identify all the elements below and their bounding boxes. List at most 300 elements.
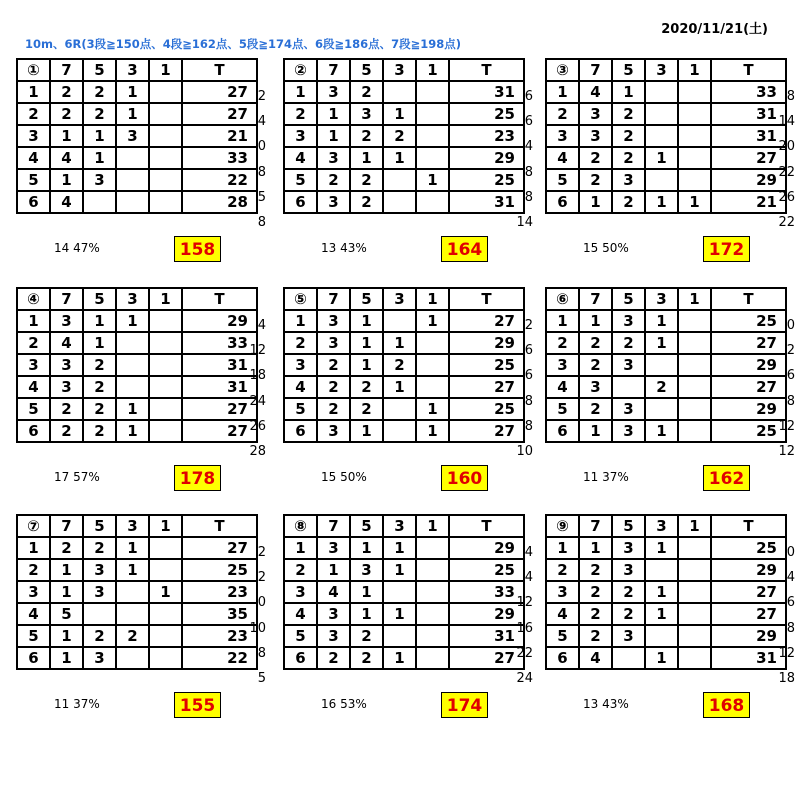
table-row [546,310,786,332]
score-cell: 2 [350,376,383,398]
header-cell: 5 [350,288,383,310]
total-score-badge: 164 [441,236,488,262]
score-cell [383,81,416,103]
score-cell: 1 [116,398,149,420]
row-number-cell: 1 [546,537,579,559]
row-number-cell: 6 [17,191,50,213]
score-cell: 4 [579,647,612,669]
side-value: 0 [786,318,795,333]
header-cell: T [182,59,257,81]
score-block-4 [16,287,266,502]
row-total-cell: 29 [711,559,786,581]
row-total-cell: 29 [449,537,524,559]
table-header-row [546,59,786,81]
score-cell: 1 [116,559,149,581]
table-row [17,191,257,213]
score-cell: 3 [317,603,350,625]
score-cell: 3 [612,420,645,442]
row-total-cell: 27 [711,376,786,398]
row-total-cell: 31 [449,81,524,103]
row-total-cell: 25 [182,559,257,581]
row-number-cell: 5 [17,169,50,191]
row-total-cell: 33 [182,147,257,169]
total-score-badge: 178 [174,465,221,491]
row-number-cell: 2 [546,559,579,581]
row-number-cell: 6 [546,191,579,213]
side-value: 6 [786,368,795,384]
hit-stat: 15 50% [321,470,367,484]
score-cell: 3 [350,559,383,581]
header-cell: 1 [416,59,449,81]
row-number-cell: 1 [17,537,50,559]
row-total-cell: 33 [711,81,786,103]
score-cell [645,125,678,147]
table-row [284,420,524,442]
row-total-cell: 29 [711,354,786,376]
score-cell [416,125,449,147]
score-cell: 2 [317,169,350,191]
score-cell: 1 [579,420,612,442]
row-number-cell: 1 [284,81,317,103]
score-cell [645,559,678,581]
header-cell: 3 [645,515,678,537]
score-cell: 1 [645,191,678,213]
row-number-cell: 5 [546,169,579,191]
score-cell: 2 [50,420,83,442]
score-cell: 3 [350,103,383,125]
row-number-cell: 3 [546,125,579,147]
table-header-row [17,59,257,81]
score-cell: 2 [83,81,116,103]
side-value: 8 [524,418,533,434]
score-block-9 [545,514,795,729]
score-cell: 1 [350,603,383,625]
row-number-cell: 4 [284,147,317,169]
score-cell [149,332,182,354]
table-row [546,537,786,559]
score-cell: 3 [612,559,645,581]
row-total-cell: 33 [182,332,257,354]
total-score-badge: 172 [703,236,750,262]
table-row [284,169,524,191]
score-cell [383,191,416,213]
score-table [16,287,258,443]
score-cell [383,398,416,420]
score-cell: 1 [383,376,416,398]
side-value: 28 [249,444,266,459]
score-table [16,514,258,670]
score-cell [678,332,711,354]
score-cell [149,103,182,125]
round-label: ⑤ [284,288,317,310]
row-number-cell: 1 [17,81,50,103]
row-number-cell: 2 [546,103,579,125]
score-table [545,287,787,443]
score-cell [416,81,449,103]
header-cell: 1 [678,515,711,537]
side-value: 5 [257,671,266,686]
score-cell: 3 [83,169,116,191]
score-cell: 1 [383,647,416,669]
score-cell: 1 [317,103,350,125]
row-total-cell: 25 [711,420,786,442]
side-value: 6 [786,595,795,611]
score-cell: 2 [317,647,350,669]
side-value: 6 [524,343,533,359]
score-cell [149,310,182,332]
side-value: 22 [778,164,795,180]
header-cell: 5 [350,515,383,537]
score-table [16,58,258,214]
score-cell: 1 [645,603,678,625]
header-cell: 3 [116,515,149,537]
row-total-cell: 25 [449,398,524,420]
score-cell: 2 [50,103,83,125]
score-cell [678,581,711,603]
score-block-7 [16,514,266,729]
score-cell: 2 [350,191,383,213]
hit-stat: 15 50% [583,241,629,255]
score-cell: 1 [579,537,612,559]
header-cell: 7 [579,59,612,81]
row-total-cell: 25 [711,537,786,559]
score-cell [383,625,416,647]
score-cell: 2 [579,354,612,376]
row-number-cell: 6 [17,420,50,442]
row-number-cell: 3 [284,581,317,603]
score-cell [678,647,711,669]
date-label: 2020/11/21(土) [661,22,768,37]
table-row [546,625,786,647]
score-cell: 2 [350,125,383,147]
table-row [17,603,257,625]
score-cell: 3 [317,81,350,103]
score-cell: 1 [50,169,83,191]
score-cell: 1 [50,625,83,647]
header-cell: 7 [317,288,350,310]
row-number-cell: 4 [17,147,50,169]
score-cell: 1 [50,647,83,669]
table-row [284,398,524,420]
row-number-cell: 6 [17,647,50,669]
score-cell: 4 [317,581,350,603]
score-cell: 2 [116,625,149,647]
score-cell [678,376,711,398]
score-cell: 2 [612,191,645,213]
table-row [284,376,524,398]
score-cell [383,420,416,442]
header-cell: 7 [317,59,350,81]
score-cell [612,376,645,398]
total-score-badge: 158 [174,236,221,262]
score-cell: 1 [116,310,149,332]
row-total-cell: 35 [182,603,257,625]
row-total-cell: 31 [182,354,257,376]
score-cell [416,647,449,669]
total-score-badge: 162 [703,465,750,491]
score-cell: 3 [50,310,83,332]
score-cell: 3 [83,647,116,669]
score-cell [678,169,711,191]
table-row [17,147,257,169]
row-total-cell: 29 [449,603,524,625]
side-value: 24 [249,393,266,409]
table-row [284,581,524,603]
row-total-cell: 31 [711,125,786,147]
row-total-cell: 22 [182,647,257,669]
score-cell [678,354,711,376]
header-cell: 3 [383,59,416,81]
score-cell: 3 [317,332,350,354]
score-cell: 1 [149,581,182,603]
score-cell: 3 [50,354,83,376]
score-cell: 1 [645,537,678,559]
score-cell [416,537,449,559]
score-cell: 3 [317,420,350,442]
score-cell: 3 [317,537,350,559]
side-value: 16 [516,620,533,636]
score-cell: 1 [678,191,711,213]
header-cell: 3 [383,288,416,310]
header-cell: T [182,515,257,537]
score-cell [678,559,711,581]
header-cell: 1 [678,288,711,310]
header-cell: 1 [149,59,182,81]
side-value: 12 [778,444,795,459]
score-cell: 4 [579,81,612,103]
score-cell [416,103,449,125]
score-cell [149,147,182,169]
table-row [546,398,786,420]
row-total-cell: 31 [449,191,524,213]
side-value: 8 [257,164,266,180]
table-row [546,647,786,669]
round-label: ⑧ [284,515,317,537]
table-row [17,559,257,581]
score-cell [149,559,182,581]
hit-stat: 13 43% [583,697,629,711]
score-cell: 1 [645,420,678,442]
table-row [17,420,257,442]
score-cell: 2 [612,103,645,125]
side-value: 4 [524,139,533,155]
side-value: 6 [524,368,533,384]
rules-subtitle: 10m、6R(3段≧150点、4段≧162点、5段≧174点、6段≧186点、7段≧198点) [25,37,462,51]
row-total-cell: 21 [182,125,257,147]
header-cell: 3 [383,515,416,537]
score-cell: 2 [83,537,116,559]
score-cell: 1 [116,537,149,559]
table-row [546,147,786,169]
row-number-cell: 5 [284,625,317,647]
side-value: 24 [516,671,533,686]
row-number-cell: 3 [546,354,579,376]
side-value: 12 [778,645,795,661]
score-cell [149,647,182,669]
header-cell: 3 [116,288,149,310]
header-cell: 3 [645,288,678,310]
score-cell [383,581,416,603]
score-cell: 1 [116,81,149,103]
side-value: 8 [786,89,795,104]
row-total-cell: 29 [449,332,524,354]
score-table [545,514,787,670]
row-total-cell: 31 [711,647,786,669]
side-value: 6 [524,89,533,104]
score-cell [149,191,182,213]
row-number-cell: 2 [17,559,50,581]
hit-stat: 14 47% [54,241,100,255]
header-cell: 5 [612,515,645,537]
side-value: 2 [257,545,266,560]
row-number-cell: 4 [284,376,317,398]
score-cell [645,81,678,103]
score-cell [116,581,149,603]
table-row [546,420,786,442]
score-cell: 1 [645,647,678,669]
header-cell: 5 [83,515,116,537]
row-total-cell: 29 [182,310,257,332]
row-number-cell: 2 [284,559,317,581]
row-total-cell: 23 [182,581,257,603]
score-cell [678,310,711,332]
score-cell: 1 [350,147,383,169]
row-number-cell: 3 [17,581,50,603]
row-total-cell: 27 [182,420,257,442]
header-cell: 1 [416,288,449,310]
score-cell [416,332,449,354]
score-cell: 1 [350,354,383,376]
header-cell: 5 [83,59,116,81]
score-cell: 3 [83,559,116,581]
header-cell: 7 [579,515,612,537]
table-row [546,81,786,103]
score-cell: 1 [350,332,383,354]
score-cell: 1 [416,420,449,442]
row-number-cell: 2 [17,332,50,354]
table-row [17,376,257,398]
side-value: 4 [524,545,533,560]
score-cell: 4 [50,332,83,354]
row-number-cell: 3 [546,581,579,603]
side-value: 6 [524,114,533,130]
score-cell: 2 [350,625,383,647]
score-cell: 2 [50,537,83,559]
score-cell [149,625,182,647]
score-cell: 2 [579,625,612,647]
score-cell: 1 [50,581,83,603]
score-cell: 3 [612,169,645,191]
score-cell: 2 [612,603,645,625]
row-number-cell: 2 [284,103,317,125]
score-cell: 3 [50,376,83,398]
score-cell [645,169,678,191]
row-number-cell: 6 [284,647,317,669]
score-cell: 3 [579,103,612,125]
side-value: 22 [778,215,795,230]
header-cell: 7 [579,288,612,310]
header-cell: 7 [50,288,83,310]
score-cell: 1 [317,125,350,147]
score-cell: 2 [579,559,612,581]
score-block-3 [545,58,795,273]
score-cell: 2 [579,581,612,603]
score-cell: 2 [350,169,383,191]
score-cell [149,125,182,147]
table-row [17,581,257,603]
header-cell: 3 [116,59,149,81]
total-score-badge: 168 [703,692,750,718]
score-cell: 2 [83,625,116,647]
score-cell: 1 [50,559,83,581]
header-cell: 5 [83,288,116,310]
row-total-cell: 29 [711,169,786,191]
score-block-2 [283,58,533,273]
score-cell: 5 [50,603,83,625]
score-cell: 3 [116,125,149,147]
header-cell: 5 [612,59,645,81]
row-number-cell: 1 [546,310,579,332]
score-cell: 2 [317,376,350,398]
side-value: 12 [249,343,266,359]
table-row [284,125,524,147]
score-cell: 1 [645,581,678,603]
score-cell: 3 [317,147,350,169]
score-cell [116,191,149,213]
score-cell: 1 [383,332,416,354]
score-cell: 2 [83,354,116,376]
table-row [284,559,524,581]
table-row [284,332,524,354]
header-cell: T [711,515,786,537]
score-cell [678,81,711,103]
row-total-cell: 23 [449,125,524,147]
score-cell: 1 [350,537,383,559]
score-cell: 3 [579,376,612,398]
table-row [284,647,524,669]
score-cell [645,398,678,420]
score-cell: 3 [317,310,350,332]
header-cell: T [449,59,524,81]
round-label: ⑦ [17,515,50,537]
header-cell: T [711,59,786,81]
score-cell: 1 [383,603,416,625]
header-cell: 1 [149,515,182,537]
total-score-badge: 155 [174,692,221,718]
header-cell: 7 [50,515,83,537]
score-cell [416,147,449,169]
score-cell: 2 [350,81,383,103]
table-header-row [284,59,524,81]
side-value: 8 [786,393,795,409]
score-cell: 1 [579,310,612,332]
row-number-cell: 4 [17,603,50,625]
row-total-cell: 27 [182,81,257,103]
score-cell [678,625,711,647]
score-table [545,58,787,214]
score-block-5 [283,287,533,502]
header-cell: 3 [645,59,678,81]
score-cell: 2 [317,354,350,376]
score-cell: 1 [83,147,116,169]
row-total-cell: 23 [182,625,257,647]
score-cell [416,376,449,398]
row-number-cell: 5 [284,169,317,191]
side-value: 4 [786,570,795,586]
total-score-badge: 160 [441,465,488,491]
score-cell: 4 [50,147,83,169]
row-number-cell: 6 [546,420,579,442]
